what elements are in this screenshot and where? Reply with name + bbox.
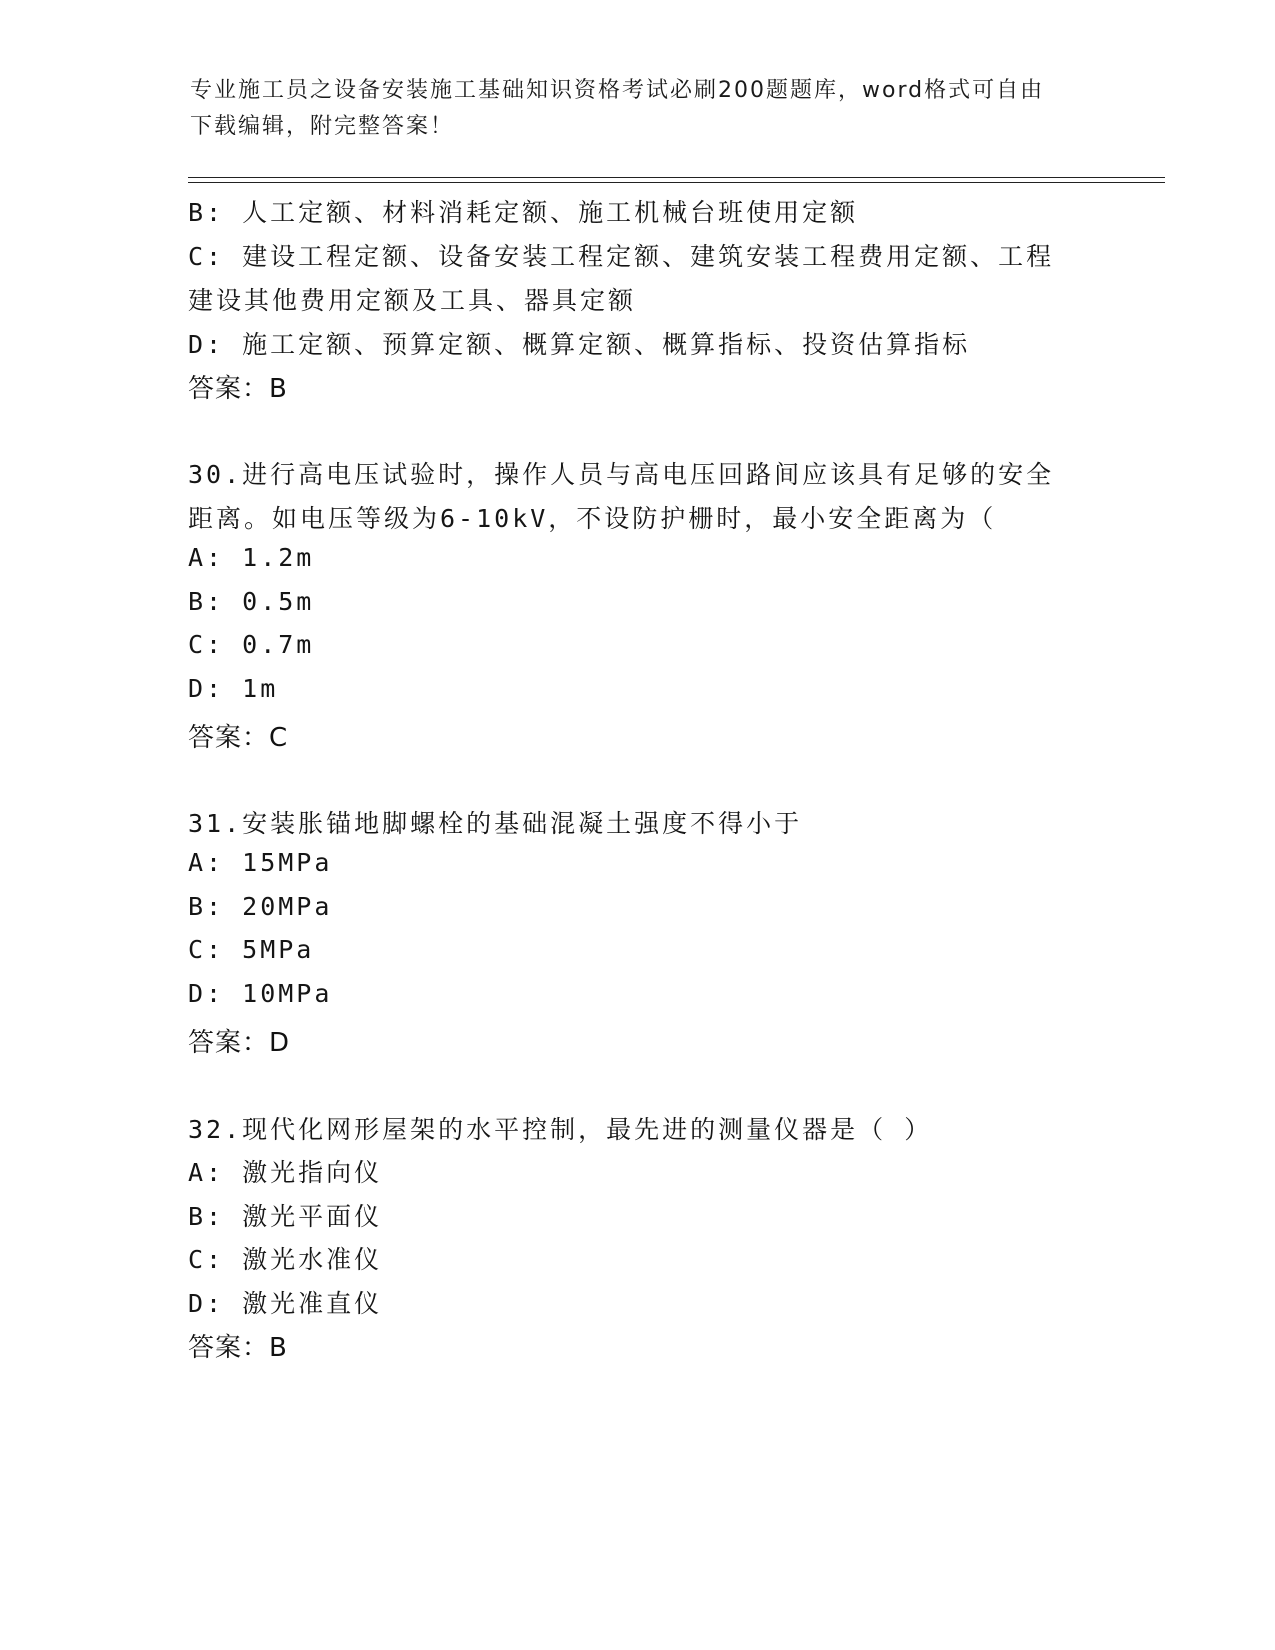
prev-option-b: B: 人工定额、材料消耗定额、施工机械台班使用定额 (188, 198, 859, 227)
q30-option-b: B: 0.5m (188, 587, 315, 616)
q30-stem-line-1: 30.进行高电压试验时，操作人员与高电压回路间应该具有足够的安全 (188, 460, 1055, 489)
q30-option-c: C: 0.7m (188, 630, 315, 659)
q32-option-c: C: 激光水准仪 (188, 1245, 383, 1274)
q31-option-a: A: 15MPa (188, 848, 333, 877)
header-line-2: 下载编辑，附完整答案！ (190, 114, 455, 139)
header-line-1: 专业施工员之设备安装施工基础知识资格考试必刷200题题库，word格式可自由 (190, 78, 1045, 103)
prev-option-d: D: 施工定额、预算定额、概算定额、概算指标、投资估算指标 (188, 330, 971, 359)
prev-option-c-line-2: 建设其他费用定额及工具、器具定额 (188, 286, 637, 315)
q32-option-a: A: 激光指向仪 (188, 1158, 383, 1187)
q31-option-b: B: 20MPa (188, 892, 333, 921)
header-divider-top (188, 177, 1165, 178)
q30-option-d: D: 1m (188, 674, 279, 703)
q32-answer: 答案：B (188, 1333, 288, 1363)
q32-option-d: D: 激光准直仪 (188, 1289, 383, 1318)
q30-option-a: A: 1.2m (188, 543, 315, 572)
q31-stem: 31.安装胀锚地脚螺栓的基础混凝土强度不得小于 (188, 809, 803, 838)
prev-answer: 答案：B (188, 374, 288, 404)
q32-option-b: B: 激光平面仪 (188, 1202, 383, 1231)
q31-option-c: C: 5MPa (188, 935, 315, 964)
q30-stem-line-2: 距离。如电压等级为6-10kV，不设防护栅时，最小安全距离为（ (188, 504, 997, 533)
q31-answer: 答案：D (188, 1028, 291, 1058)
q32-stem: 32.现代化网形屋架的水平控制，最先进的测量仪器是（ ） (188, 1115, 933, 1144)
q31-option-d: D: 10MPa (188, 979, 333, 1008)
document-header (190, 73, 1070, 145)
header-divider-bottom (188, 182, 1165, 183)
prev-option-c-line-1: C: 建设工程定额、设备安装工程定额、建筑安装工程费用定额、工程 (188, 242, 1055, 271)
q30-answer: 答案：C (188, 723, 289, 753)
